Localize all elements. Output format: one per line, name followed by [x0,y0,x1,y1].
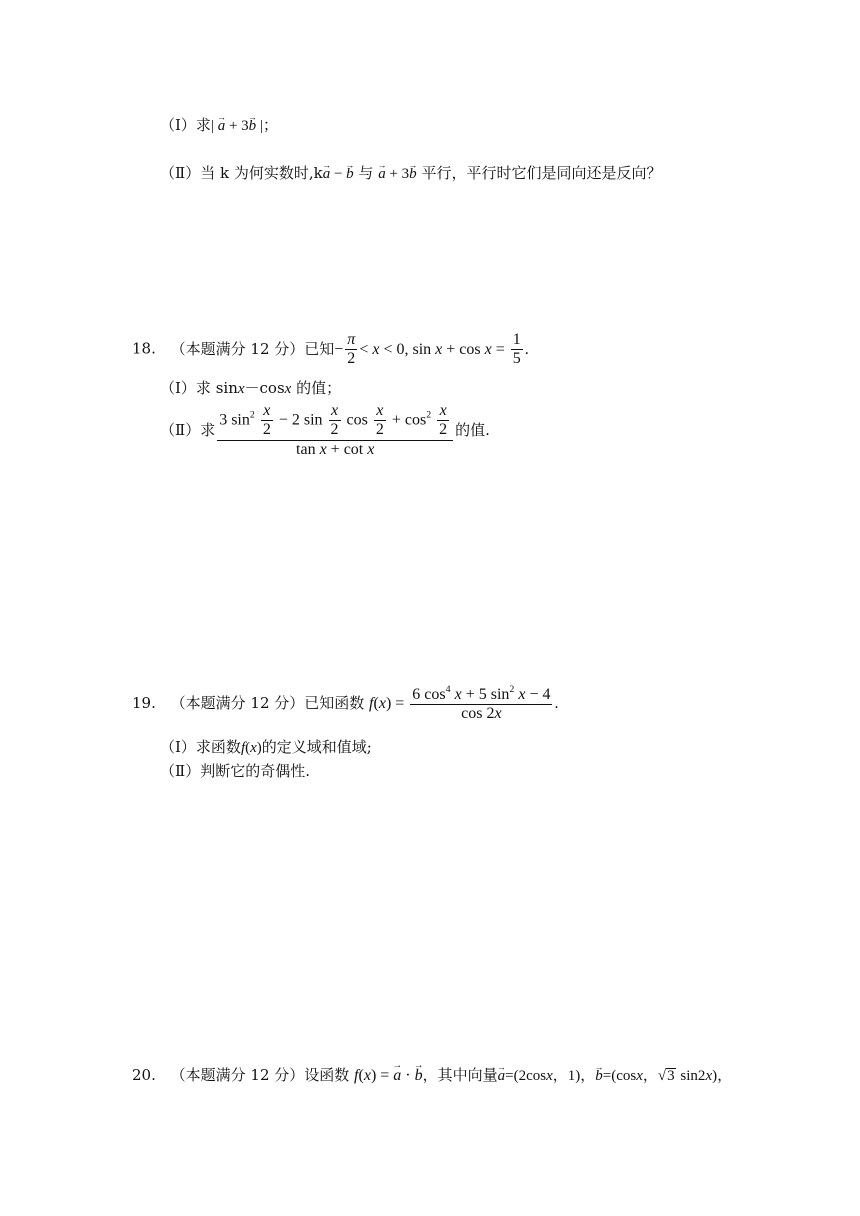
formula-f-equals-a-dot-b: f(x) = → a · → b [354,1067,423,1084]
sqrt-3: √3 [657,1068,675,1084]
problem-18-part-2: （Ⅱ）求 3 $\sin^2$ $\frac{x}{2}$ − 2 sin $\frac{x}{2}$ cos $\frac{x}{2}$ + $\cos^2$ $\frac{x}{2}$ tan x + cot x 的值. [160,402,490,458]
problem-number: 19. [132,693,156,712]
problem-19-part-2: （Ⅱ）判断它的奇偶性. [160,762,310,780]
problem-17-part-1: （Ⅰ）求| → a + 3→ b |； [160,118,278,134]
part-label: （Ⅰ）求 [160,116,211,134]
formula-abs-a-plus-3b: | → a + 3→ b | [211,118,263,134]
formula-trig-fraction: 3 $\sin^2$ $\frac{x}{2}$ − 2 sin $\frac{x}{2}$ cos $\frac{x}{2}$ + $\cos^2$ $\frac{x}{2}$ tan x + cot x [217,402,453,459]
formula-a-plus-3b: → a + 3→ b [378,166,416,182]
problem-20-heading: 20. （本题满分 12 分）设函数 f(x) = → a · → b，其中向量→ a=(2cosx，1)，→ b=(cosx，√3 sin2x)， [132,1068,732,1084]
formula-f-of-x: f(x) = $\frac{6 \cos^4 x + 5 \sin^2 x - 4}{\cos 2x}$ . [369,684,559,723]
problem-number: 18. [132,339,156,358]
problem-18-heading: 18. （本题满分 12 分）已知− $\frac{\pi}{2}$ < x < 0, sin x + cos x = $\frac{1}{5}$ . [132,331,529,368]
problem-18-part-1: （Ⅰ）求 sinx－cosx 的值； [160,379,342,397]
problem-19-heading: 19. （本题满分 12 分）已知函数 f(x) = $\frac{6 \cos^4 x + 5 \sin^2 x - 4}{\cos 2x}$ . [132,684,559,723]
formula-ka-minus-b: → a − → b [323,166,354,182]
problem-19-part-1: （Ⅰ）求函数f(x)的定义域和值域; [160,738,372,756]
problem-number: 20. [132,1066,156,1084]
vector-a-symbol: → a [498,1069,506,1084]
vector-b-symbol: → b [595,1069,603,1084]
problem-17-part-2: （Ⅱ）当 k 为何实数时,k→ a − → b 与 → a + 3→ b 平行，平行时它们是同向还是反向？ [160,166,661,182]
formula-condition: − $\frac{\pi}{2}$ < x < 0, sin x + cos x = $\frac{1}{5}$ . [334,331,529,368]
